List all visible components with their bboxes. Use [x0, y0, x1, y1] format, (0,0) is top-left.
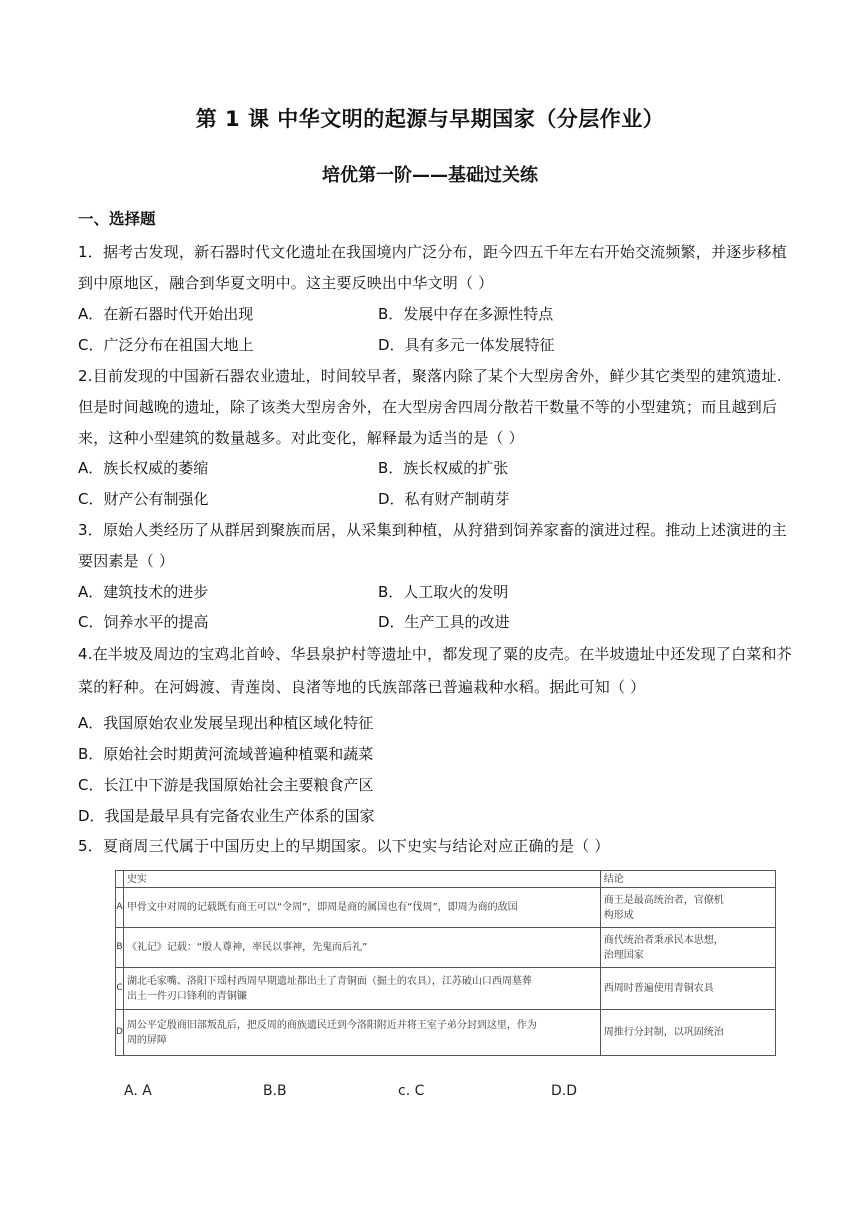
row-key: A — [116, 888, 124, 928]
q2-line-1: 2.目前发现的中国新石器农业遗址，时间较早者，聚落内除了某个大型房舍外，鲜少其它类型的建筑遗址. — [78, 367, 782, 385]
q5-table — [115, 870, 776, 1056]
q5-answer-a: A. A — [124, 1083, 152, 1099]
q5-answer-c: c. C — [398, 1083, 425, 1099]
q5-answer-b: B.B — [263, 1083, 287, 1099]
q4-option-c: C．长江中下游是我国原始社会主要粮食产区 — [78, 776, 374, 794]
table-header-conclusion: 结论 — [600, 871, 775, 888]
q2-line-2: 但是时间越晚的遗址，除了该类大型房舍外，在大型房舍四周分散若干数量不等的小型建筑；而且越到后 — [78, 398, 778, 416]
row-conclusion — [600, 968, 775, 1010]
row-fact — [123, 1010, 600, 1056]
fact-text: 周公平定殷商旧部叛乱后，把反周的商族遗民迁到今洛阳附近并将王室子弟分封到这里，作为 — [126, 1019, 537, 1031]
q4-line-1: 4.在半坡及周边的宝鸡北首岭、华县泉护村等遗址中，都发现了粟的皮壳。在半坡遗址中还发现了白菜和芥 — [78, 645, 792, 663]
row-conclusion — [600, 888, 775, 928]
q1-option-d: D．具有多元一体发展特征 — [378, 336, 555, 354]
q4-option-d: D．我国是最早具有完备农业生产体系的国家 — [78, 807, 375, 825]
q3-option-b: B．人工取火的发明 — [378, 583, 509, 601]
row-key: B — [116, 928, 124, 968]
q1-option-b: B．发展中存在多源性特点 — [378, 305, 554, 323]
table-row — [116, 1010, 776, 1056]
table-row — [116, 928, 776, 968]
q3-option-d: D．生产工具的改进 — [378, 613, 510, 631]
conclusion-text: 商代统治者秉承民本思想， — [603, 934, 724, 946]
q4-option-b: B．原始社会时期黄河流域普遍种植粟和蔬菜 — [78, 745, 374, 763]
q4-option-a: A．我国原始农业发展呈现出种植区域化特征 — [78, 714, 374, 732]
conclusion-text: 商王是最高统治者，官僚机 — [603, 894, 724, 906]
fact-text: 出土一件刃口锋利的青铜镰 — [126, 990, 247, 1002]
q1-line-2: 到中原地区，融合到华夏文明中。这主要反映出中华文明（ ） — [78, 274, 494, 292]
conclusion-text: 西周时普遍使用青铜农具 — [603, 983, 714, 994]
q4-line-2: 菜的籽种。在河姆渡、青莲岗、良渚等地的氏族部落已普遍栽种水稻。据此可知（ ） — [78, 678, 646, 696]
q2-option-c: C．财产公有制强化 — [78, 490, 209, 508]
fact-text: 湖北毛家嘴、洛阳下瑶村西周早期遗址都出土了青铜面（掘土的农具），江苏破山口西周墓葬 — [126, 975, 532, 987]
table-header-key — [116, 871, 124, 888]
q2-option-b: B．族长权威的扩张 — [378, 459, 509, 477]
row-key: D — [116, 1010, 124, 1056]
q2-line-3: 来，这种小型建筑的数量越多。对此变化，解释最为适当的是（ ） — [78, 429, 524, 447]
fact-text: 《礼记》记载：“殷人尊神，率民以事神，先鬼而后礼” — [126, 942, 368, 953]
row-conclusion — [600, 1010, 775, 1056]
q5-line-1: 5．夏商周三代属于中国历史上的早期国家。以下史实与结论对应正确的是（ ） — [78, 837, 610, 855]
table-header-fact: 史实 — [123, 871, 600, 888]
fact-text: 周的屏障 — [126, 1034, 167, 1046]
q2-option-a: A．族长权威的萎缩 — [78, 459, 209, 477]
q1-option-c: C．广泛分布在祖国大地上 — [78, 336, 254, 354]
table-row — [116, 968, 776, 1010]
table-header-row — [116, 871, 776, 888]
row-fact — [123, 888, 600, 928]
section-heading: 一、选择题 — [78, 210, 156, 228]
q3-option-a: A．建筑技术的进步 — [78, 583, 209, 601]
row-conclusion — [600, 928, 775, 968]
fact-text: 甲骨文中对周的记载既有商王可以“令周”，即周是商的属国也有“伐周”，即周为商的敌国 — [126, 902, 518, 913]
conclusion-text: 周推行分封制，以巩固统治 — [603, 1027, 724, 1038]
page-title: 第 1 课 中华文明的起源与早期国家（分层作业） — [195, 107, 665, 131]
q3-line-1: 3．原始人类经历了从群居到聚族而居，从采集到种植，从狩猎到饲养家畜的演进过程。推动上述演进的主 — [78, 521, 787, 539]
row-key: C — [116, 968, 124, 1010]
q3-line-2: 要因素是（ ） — [78, 552, 175, 570]
q1-option-a: A．在新石器时代开始出现 — [78, 305, 254, 323]
q1-line-1: 1．据考古发现，新石器时代文化遗址在我国境内广泛分布，距今四五千年左右开始交流频繁，并逐步移植 — [78, 243, 787, 261]
q3-option-c: C．饲养水平的提高 — [78, 613, 209, 631]
conclusion-text: 构形成 — [603, 909, 634, 921]
row-fact — [123, 968, 600, 1010]
q2-option-d: D．私有财产制萌芽 — [378, 490, 510, 508]
conclusion-text: 治理国家 — [603, 949, 644, 961]
table-row — [116, 888, 776, 928]
page-subtitle: 培优第一阶——基础过关练 — [322, 165, 538, 186]
row-fact — [123, 928, 600, 968]
q5-answer-d: D.D — [551, 1083, 578, 1099]
